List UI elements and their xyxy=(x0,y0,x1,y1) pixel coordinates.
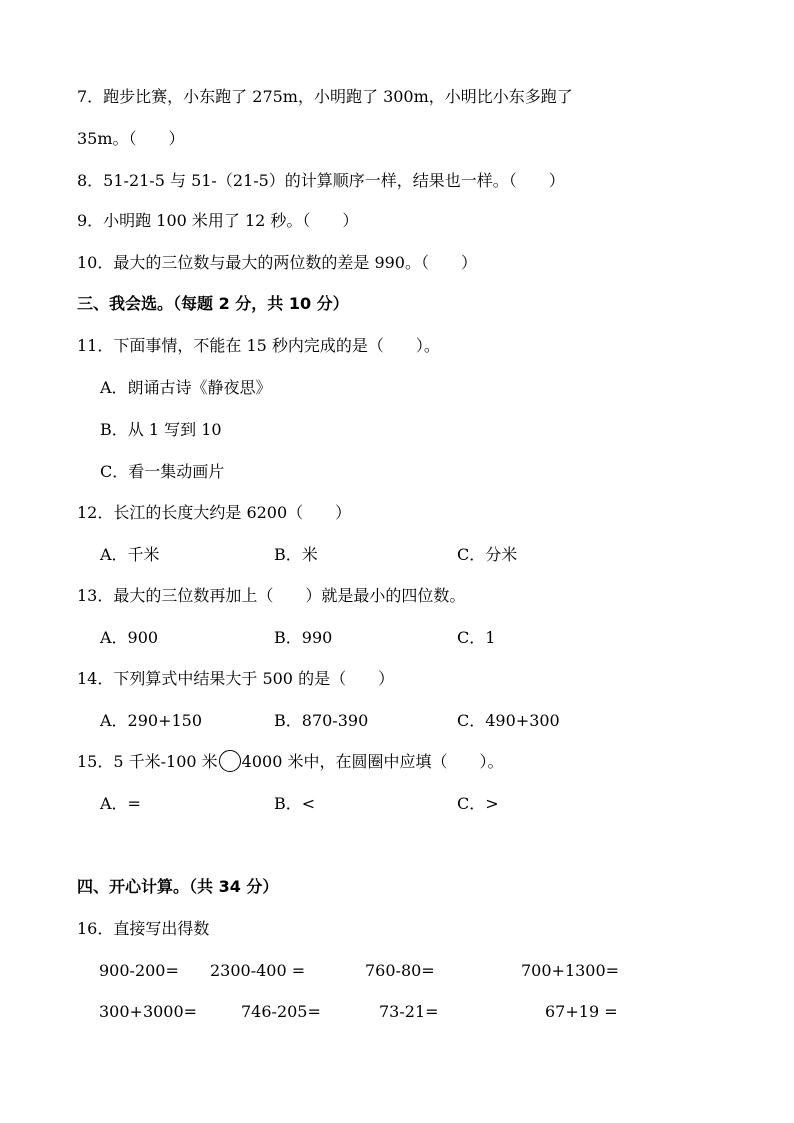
section-4-heading: 四、开心计算。（共 34 分） xyxy=(77,877,279,896)
blank-circle-icon xyxy=(219,750,241,772)
question-7-line-2: 35m。（ ） xyxy=(77,129,185,148)
question-15-stem xyxy=(77,751,503,773)
question-8: 8．51-21-5 与 51-（21-5）的计算顺序一样，结果也一样。（ ） xyxy=(77,171,565,190)
question-11-option-c: C．看一集动画片 xyxy=(100,462,225,481)
question-7-line-1: 7．跑步比赛，小东跑了 275m，小明跑了 300m，小明比小东多跑了 xyxy=(77,87,573,106)
calc-item: 300+3000= xyxy=(99,1002,198,1021)
question-13-option-c: C．1 xyxy=(457,628,496,647)
question-13-stem: 13．最大的三位数再加上（ ）就是最小的四位数。 xyxy=(77,586,466,605)
question-15-option-c: C．> xyxy=(457,794,499,813)
question-11-stem: 11．下面事情，不能在 15 秒内完成的是（ ）。 xyxy=(77,336,440,355)
question-13-option-a: A．900 xyxy=(100,628,159,647)
question-16-stem: 16．直接写出得数 xyxy=(77,919,210,938)
question-12-option-a: A．千米 xyxy=(100,545,160,564)
question-14-option-c: C．490+300 xyxy=(457,711,560,730)
calc-item: 760-80= xyxy=(365,961,435,980)
question-15-stem-pre: 15．5 千米-100 米 xyxy=(77,752,218,771)
question-13-option-b: B．990 xyxy=(274,628,333,647)
question-14-option-b: B．870-390 xyxy=(274,711,369,730)
question-9: 9．小明跑 100 米用了 12 秒。（ ） xyxy=(77,211,359,230)
question-14-stem: 14．下列算式中结果大于 500 的是（ ） xyxy=(77,669,395,688)
question-15-stem-post: 4000 米中，在圆圈中应填（ ）。 xyxy=(241,752,504,771)
question-15-option-b: B．< xyxy=(274,794,316,813)
question-12-option-b: B．米 xyxy=(274,545,318,564)
calc-item: 746-205= xyxy=(241,1002,321,1021)
calc-item: 2300-400 = xyxy=(210,961,306,980)
question-10: 10．最大的三位数与最大的两位数的差是 990。（ ） xyxy=(77,253,477,272)
calc-item: 900-200= xyxy=(99,961,179,980)
calc-item: 67+19 = xyxy=(545,1002,618,1021)
question-12-option-c: C．分米 xyxy=(457,545,518,564)
question-11-option-a: A．朗诵古诗《静夜思》 xyxy=(100,378,272,397)
question-14-option-a: A．290+150 xyxy=(100,711,203,730)
question-12-stem: 12．长江的长度大约是 6200（ ） xyxy=(77,503,352,522)
calc-item: 73-21= xyxy=(379,1002,439,1021)
calc-item: 700+1300= xyxy=(521,961,620,980)
question-11-option-b: B．从 1 写到 10 xyxy=(100,420,222,439)
section-3-heading: 三、我会选。（每题 2 分，共 10 分） xyxy=(77,294,349,313)
question-15-option-a: A．= xyxy=(100,794,141,813)
